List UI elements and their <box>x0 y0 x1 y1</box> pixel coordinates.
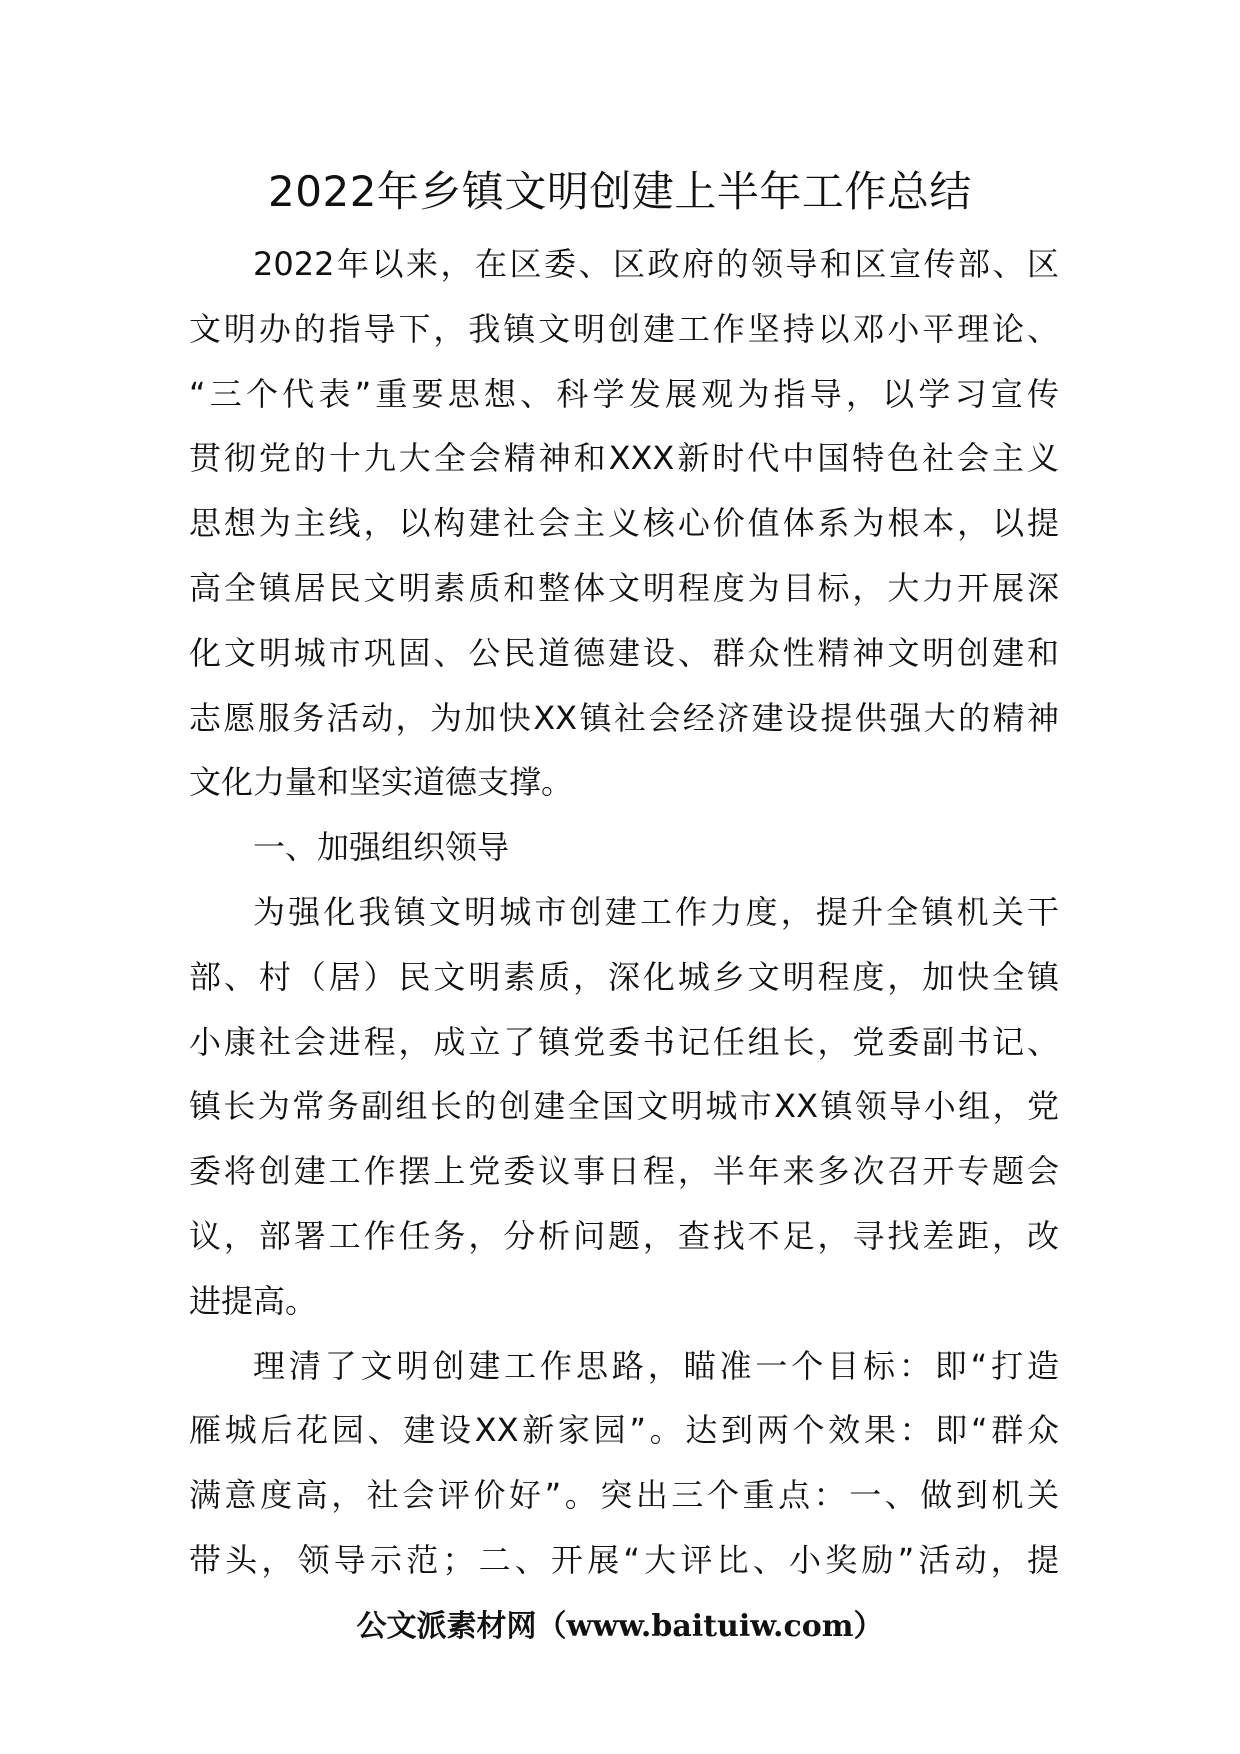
footer-watermark: 公文派素材网（www.baituiw.com） <box>356 1609 884 1644</box>
paragraph-line: 议，部署工作任务，分析问题，查找不足，寻找差距，改 <box>189 1216 1059 1255</box>
paragraph-line: 带头，领导示范；二、开展“大评比、小奖励”活动，提 <box>189 1540 1059 1579</box>
paragraph-line: 思想为主线，以构建社会主义核心价值体系为根本，以提 <box>189 504 1059 543</box>
paragraph-line: 贯彻党的十九大全会精神和XXX新时代中国特色社会主义 <box>189 439 1059 478</box>
document-body <box>189 232 1059 1593</box>
paragraph-line: 高全镇居民文明素质和整体文明程度为目标，大力开展深 <box>189 568 1059 607</box>
paragraph-line: 部、村（居）民文明素质，深化城乡文明程度，加快全镇 <box>189 957 1059 996</box>
paragraph-line: 理清了文明创建工作思路，瞄准一个目标：即“打造 <box>253 1346 1059 1385</box>
paragraph-line: 满意度高，社会评价好”。突出三个重点：一、做到机关 <box>189 1476 1059 1515</box>
section-heading: 一、加强组织领导 <box>253 828 510 867</box>
paragraph-line: 化文明城市巩固、公民道德建设、群众性精神文明创建和 <box>189 633 1059 672</box>
paragraph-line: 文明办的指导下，我镇文明创建工作坚持以邓小平理论、 <box>189 309 1059 348</box>
paragraph-line: 为强化我镇文明城市创建工作力度，提升全镇机关干 <box>253 892 1059 931</box>
paragraph-line: 进提高。 <box>189 1281 318 1320</box>
paragraph-line: 小康社会进程，成立了镇党委书记任组长，党委副书记、 <box>189 1022 1059 1061</box>
document-title: 2022年乡镇文明创建上半年工作总结 <box>268 167 972 216</box>
paragraph-line: 2022年以来，在区委、区政府的领导和区宣传部、区 <box>253 245 1059 283</box>
paragraph-line: 文化力量和坚实道德支撑。 <box>189 763 574 802</box>
paragraph-line: 雁城后花园、建设XX新家园”。达到两个效果：即“群众 <box>189 1411 1059 1450</box>
paragraph-line: 镇长为常务副组长的创建全国文明城市XX镇领导小组，党 <box>189 1087 1059 1126</box>
paragraph-line: 委将创建工作摆上党委议事日程，半年来多次召开专题会 <box>189 1152 1059 1191</box>
paragraph-line: 志愿服务活动，为加快XX镇社会经济建设提供强大的精神 <box>189 698 1059 737</box>
paragraph-line: “三个代表”重要思想、科学发展观为指导，以学习宣传 <box>189 374 1059 413</box>
